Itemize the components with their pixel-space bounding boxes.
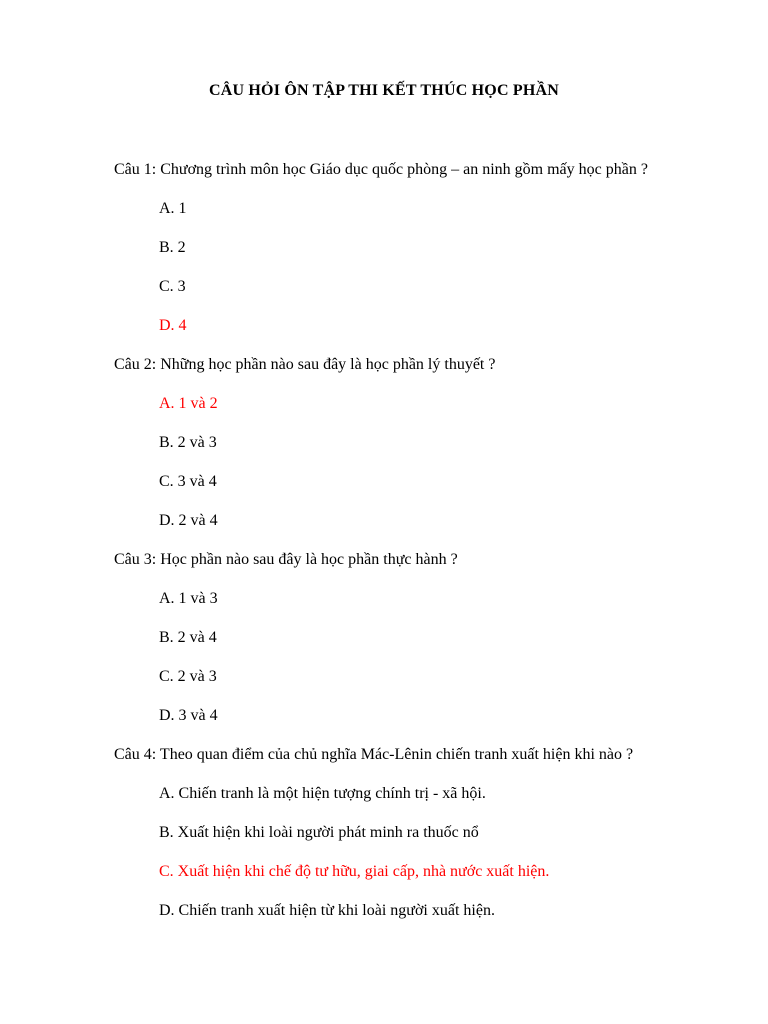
- question-3-option-a: A. 1 và 3: [159, 590, 218, 607]
- question-1-option-d: D. 4: [159, 317, 187, 334]
- question-2-text: Câu 2: Những học phần nào sau đây là học phần lý thuyết ?: [114, 356, 496, 373]
- question-3-option-c: C. 2 và 3: [159, 668, 217, 685]
- page-title: CÂU HỎI ÔN TẬP THI KẾT THÚC HỌC PHẦN: [208, 82, 560, 99]
- question-3-option-b: B. 2 và 4: [159, 629, 217, 646]
- question-4-text: Câu 4: Theo quan điểm của chủ nghĩa Mác-Lênin chiến tranh xuất hiện khi nào ?: [114, 746, 634, 763]
- question-2-option-a: A. 1 và 2: [159, 395, 218, 412]
- question-2-option-c: C. 3 và 4: [159, 473, 217, 490]
- question-4-option-a: A. Chiến tranh là một hiện tượng chính trị - xã hội.: [159, 785, 486, 802]
- question-2-option-d: D. 2 và 4: [159, 512, 218, 529]
- question-4-option-b: B. Xuất hiện khi loài người phát minh ra thuốc nổ: [159, 824, 479, 841]
- question-3-option-d: D. 3 và 4: [159, 707, 218, 724]
- question-3-text: Câu 3: Học phần nào sau đây là học phần thực hành ?: [114, 551, 458, 568]
- question-1-option-c: C. 3: [159, 278, 186, 295]
- question-2-option-b: B. 2 và 3: [159, 434, 217, 451]
- question-1-option-b: B. 2: [159, 239, 186, 256]
- question-1-option-a: A. 1: [159, 200, 187, 217]
- question-4-option-c: C. Xuất hiện khi chế độ tư hữu, giai cấp, nhà nước xuất hiện.: [159, 863, 550, 880]
- question-4-option-d: D. Chiến tranh xuất hiện từ khi loài người xuất hiện.: [159, 902, 495, 919]
- question-1-text: Câu 1: Chương trình môn học Giáo dục quốc phòng – an ninh gồm mấy học phần ?: [114, 161, 648, 178]
